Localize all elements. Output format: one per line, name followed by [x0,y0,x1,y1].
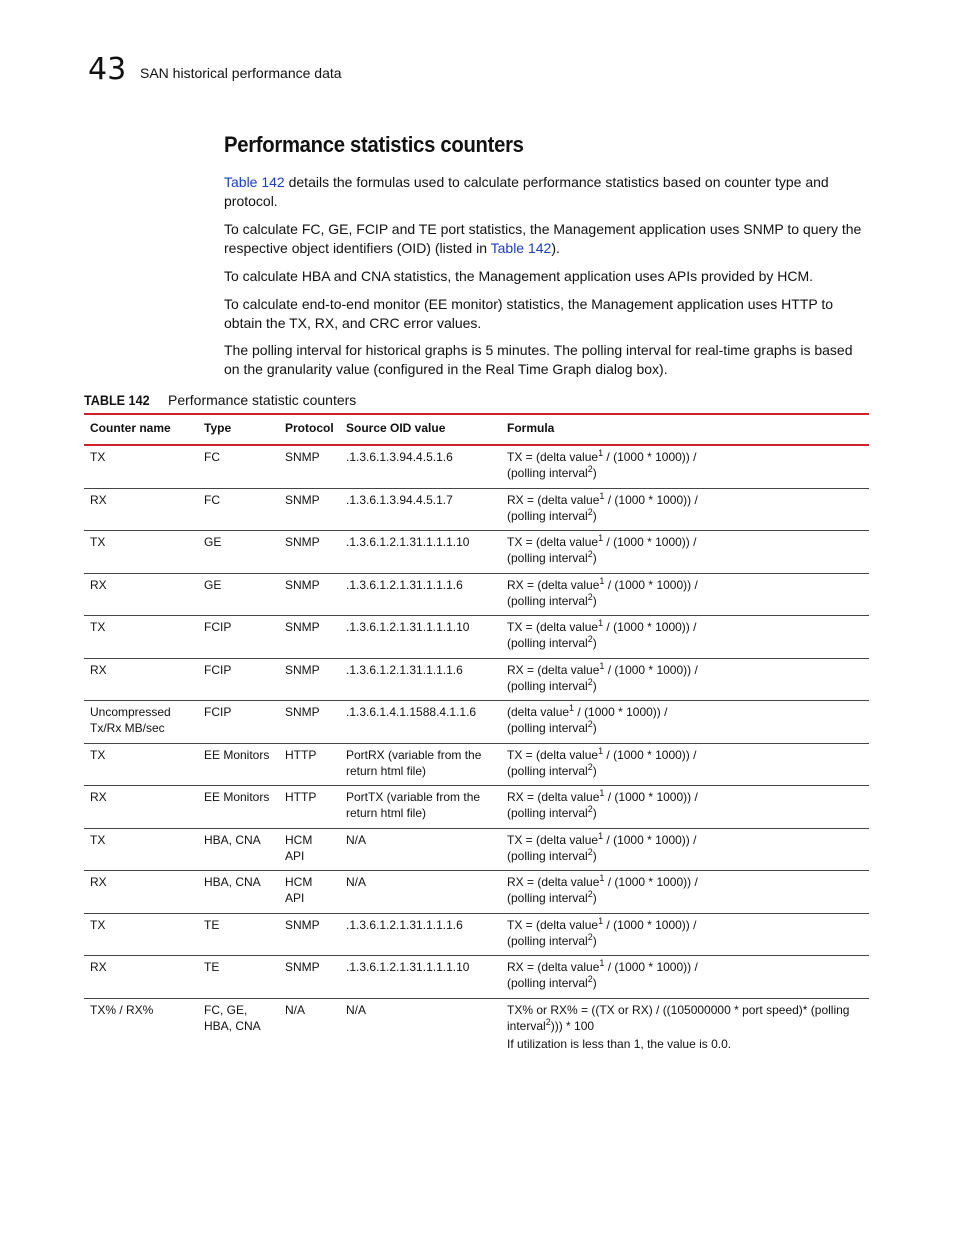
table-row [84,573,869,616]
cell-counter: TX% / RX% [90,1002,154,1017]
cell-protocol: HTTP [279,743,340,786]
cell-counter: RX [84,871,198,914]
header-source-oid: Source OID value [340,414,501,445]
footnote-2: 2 [587,634,593,644]
table-caption [84,392,356,408]
cell-type: EE Monitors [198,743,279,786]
cell-protocol: N/A [285,1002,306,1017]
cell-formula [501,871,869,914]
table-caption-label: TABLE 142 [84,392,150,408]
cell-formula [501,488,869,531]
formula-end: (polling interval [507,806,588,820]
formula-middle: / (1000 * 1000)) / [604,492,698,507]
formula-start: RX = (delta value [507,790,600,804]
cell-protocol: SNMP [279,445,340,488]
footnote-2: 2 [587,889,593,899]
formula-end: (polling interval [507,976,588,990]
footnote-2: 2 [587,549,593,559]
cell-counter: RX [84,956,198,999]
formula-start: (delta value [507,705,570,719]
cell-counter: TX [84,616,198,659]
cell-type: FCIP [198,616,279,659]
cell-formula [501,913,869,956]
formula-end: (polling interval [507,508,588,523]
formula-close: ) [592,806,597,820]
footnote-2: 2 [587,591,593,602]
footnote-1: 1 [598,618,604,628]
formula-end: (polling interval [507,891,588,905]
footnote-2: 2 [545,1016,551,1027]
table-row [84,445,869,488]
cell-oid: .1.3.6.1.3.94.4.5.1.6 [340,445,501,488]
formula-close: ) [592,891,597,905]
formula-middle: / (1000 * 1000)) / [603,832,697,847]
formula-end: (polling interval [507,593,588,608]
formula-end: (polling interval [507,551,588,565]
footnote-1: 1 [598,533,604,543]
cell-counter: RX [84,786,198,829]
paragraph-3: To calculate HBA and CNA statistics, the Management application uses APIs provided by HCM. [224,268,814,284]
cell-formula [501,786,869,829]
formula-close: ) [592,636,597,650]
cell-oid: .1.3.6.1.3.94.4.5.1.7 [340,488,501,531]
cell-protocol: SNMP [279,701,340,744]
footnote-1: 1 [598,915,604,926]
cell-formula [501,573,869,616]
footnote-1: 1 [598,448,604,458]
formula-middle: / (1000 * 1000)) / [604,577,698,592]
cell-counter: TX [84,531,198,574]
cell-counter: RX [84,488,198,531]
cell-oid: PortRX (variable from the return html file) [340,743,501,786]
cell-protocol: SNMP [279,488,340,531]
formula-end: (polling interval [507,466,588,480]
cell-oid: N/A [346,1002,367,1017]
cell-type: TE [198,956,279,999]
cell-formula [501,998,869,1052]
footnote-1: 1 [599,873,605,883]
cell-oid: .1.3.6.1.2.1.31.1.1.1.10 [340,616,501,659]
footnote-2: 2 [587,761,593,772]
footnote-1: 1 [599,660,605,671]
formula-end: (polling interval [507,933,588,948]
cell-formula [501,531,869,574]
header-type: Type [198,414,279,445]
table-row [84,998,869,1052]
footnote-2: 2 [587,506,593,517]
formula-middle: / (1000 * 1000)) / [604,960,698,974]
formula-line-2: ))) * 100 [550,1018,595,1033]
chapter-title: SAN historical performance data [140,65,342,81]
header-counter-name: Counter name [84,414,198,445]
header-formula: Formula [501,414,869,445]
formula-start: TX = (delta value [507,620,599,634]
cell-formula [501,701,869,744]
formula-middle: / (1000 * 1000)) / [574,705,668,719]
formula-end: (polling interval [507,721,588,735]
cell-formula [501,616,869,659]
formula-middle: / (1000 * 1000)) / [604,662,698,677]
cell-oid: .1.3.6.1.2.1.31.1.1.1.10 [340,956,501,999]
formula-line-1: TX% or RX% = ((TX or RX) / ((105000000 * port speed)* (polling interval [507,1002,850,1033]
header-protocol: Protocol [279,414,340,445]
formula-close: ) [592,976,597,990]
cell-type: EE Monitors [198,786,279,829]
cell-oid: .1.3.6.1.2.1.31.1.1.1.10 [340,531,501,574]
formula-start: TX = (delta value [507,450,599,464]
table-row [84,786,869,829]
formula-close: ) [592,466,597,480]
cell-type: FC [198,445,279,488]
cell-oid: .1.3.6.1.2.1.31.1.1.1.6 [340,573,501,616]
footnote-2: 2 [587,676,593,687]
cell-protocol: SNMP [279,658,340,701]
formula-start: TX = (delta value [507,832,599,847]
cell-counter: TX [84,828,198,871]
footnote-1: 1 [599,788,605,798]
cell-counter: TX [84,743,198,786]
cell-type: HBA, CNA [198,871,279,914]
table-row [84,913,869,956]
paragraph-5: The polling interval for historical graphs is 5 minutes. The polling interval for real-time graphs is based on the granularity value (configured in the Real Time Graph dialog box). [224,342,853,377]
formula-end: (polling interval [507,678,588,693]
cell-counter: RX [84,658,198,701]
cell-oid: .1.3.6.1.2.1.31.1.1.1.6 [340,658,501,701]
formula-start: RX = (delta value [507,662,600,677]
footnote-2: 2 [587,846,593,857]
cell-counter: Uncompressed Tx/Rx MB/sec [84,701,198,744]
paragraph-2-text: To calculate FC, GE, FCIP and TE port statistics, the Management application uses SNMP to query the respective object identifiers (OID) (listed in [224,221,862,256]
cell-protocol: HTTP [279,786,340,829]
table-row [84,701,869,744]
table-row [84,828,869,871]
paragraph-4: To calculate end-to-end monitor (EE monitor) statistics, the Management application uses HTTP to obtain the TX, RX, and CRC error values. [224,296,834,331]
formula-close: ) [592,678,597,693]
table-142-link-2[interactable]: Table 142 [490,240,552,256]
performance-counters-table [84,413,869,1052]
footnote-1: 1 [569,703,575,713]
table-row [84,488,869,531]
cell-oid: N/A [340,871,501,914]
cell-formula [501,445,869,488]
footnote-2: 2 [587,931,593,942]
cell-protocol: SNMP [279,616,340,659]
cell-protocol: SNMP [279,573,340,616]
cell-protocol: SNMP [279,913,340,956]
table-row [84,616,869,659]
table-row [84,871,869,914]
section-title: Performance statistics counters [224,132,524,157]
paragraph-1-text: details the formulas used to calculate performance statistics based on counter type and protocol. [224,174,829,209]
cell-type: GE [198,573,279,616]
cell-protocol: SNMP [279,531,340,574]
cell-type: FCIP [198,701,279,744]
paragraph-2 [224,220,870,258]
footnote-1: 1 [599,958,605,968]
formula-start: TX = (delta value [507,535,599,549]
table-row [84,956,869,999]
formula-close: ) [592,721,597,735]
cell-protocol: HCM API [279,828,340,871]
formula-note: If utilization is less than 1, the value is 0.0. [507,1036,732,1051]
cell-protocol: SNMP [279,956,340,999]
formula-middle: / (1000 * 1000)) / [604,790,698,804]
cell-type: FC, GE, HBA, CNA [204,1002,261,1033]
formula-close: ) [592,508,597,523]
cell-formula [501,743,869,786]
cell-oid: .1.3.6.1.4.1.1588.4.1.1.6 [340,701,501,744]
cell-type: FCIP [198,658,279,701]
formula-start: RX = (delta value [507,492,600,507]
cell-type: FC [198,488,279,531]
paragraph-1 [224,173,870,211]
cell-oid: PortTX (variable from the return html file) [340,786,501,829]
cell-type: GE [198,531,279,574]
table-row [84,658,869,701]
footnote-1: 1 [599,490,605,501]
table-header-row [84,414,869,445]
table-row [84,743,869,786]
table-caption-title: Performance statistic counters [168,392,357,408]
paragraph-2-end: ). [551,240,560,256]
footnote-1: 1 [598,745,604,756]
formula-start: RX = (delta value [507,875,600,889]
formula-close: ) [592,551,597,565]
table-row [84,531,869,574]
formula-start: RX = (delta value [507,577,600,592]
formula-close: ) [592,763,597,778]
formula-end: (polling interval [507,636,588,650]
formula-close: ) [592,593,597,608]
cell-formula [501,658,869,701]
footnote-2: 2 [587,974,593,984]
formula-middle: / (1000 * 1000)) / [603,917,697,932]
formula-middle: / (1000 * 1000)) / [603,535,697,549]
formula-close: ) [592,933,597,948]
formula-middle: / (1000 * 1000)) / [604,875,698,889]
cell-type: HBA, CNA [198,828,279,871]
footnote-2: 2 [587,464,593,474]
footnote-2: 2 [587,804,593,814]
formula-start: RX = (delta value [507,960,600,974]
formula-end: (polling interval [507,848,588,863]
table-body [84,445,869,1052]
cell-formula [501,828,869,871]
cell-oid: .1.3.6.1.2.1.31.1.1.1.6 [340,913,501,956]
formula-middle: / (1000 * 1000)) / [603,620,697,634]
formula-close: ) [592,848,597,863]
formula-start: TX = (delta value [507,917,599,932]
cell-formula [501,956,869,999]
footnote-2: 2 [587,719,593,729]
footnote-1: 1 [598,830,604,841]
formula-start: TX = (delta value [507,747,599,762]
cell-protocol: HCM API [279,871,340,914]
cell-counter: TX [84,913,198,956]
cell-type: TE [198,913,279,956]
chapter-number: 43 [88,52,127,87]
formula-end: (polling interval [507,763,588,778]
footnote-1: 1 [599,575,605,586]
cell-counter: TX [84,445,198,488]
formula-middle: / (1000 * 1000)) / [603,747,697,762]
cell-oid: N/A [340,828,501,871]
table-142-link[interactable]: Table 142 [224,174,285,190]
formula-middle: / (1000 * 1000)) / [603,450,697,464]
cell-counter: RX [84,573,198,616]
